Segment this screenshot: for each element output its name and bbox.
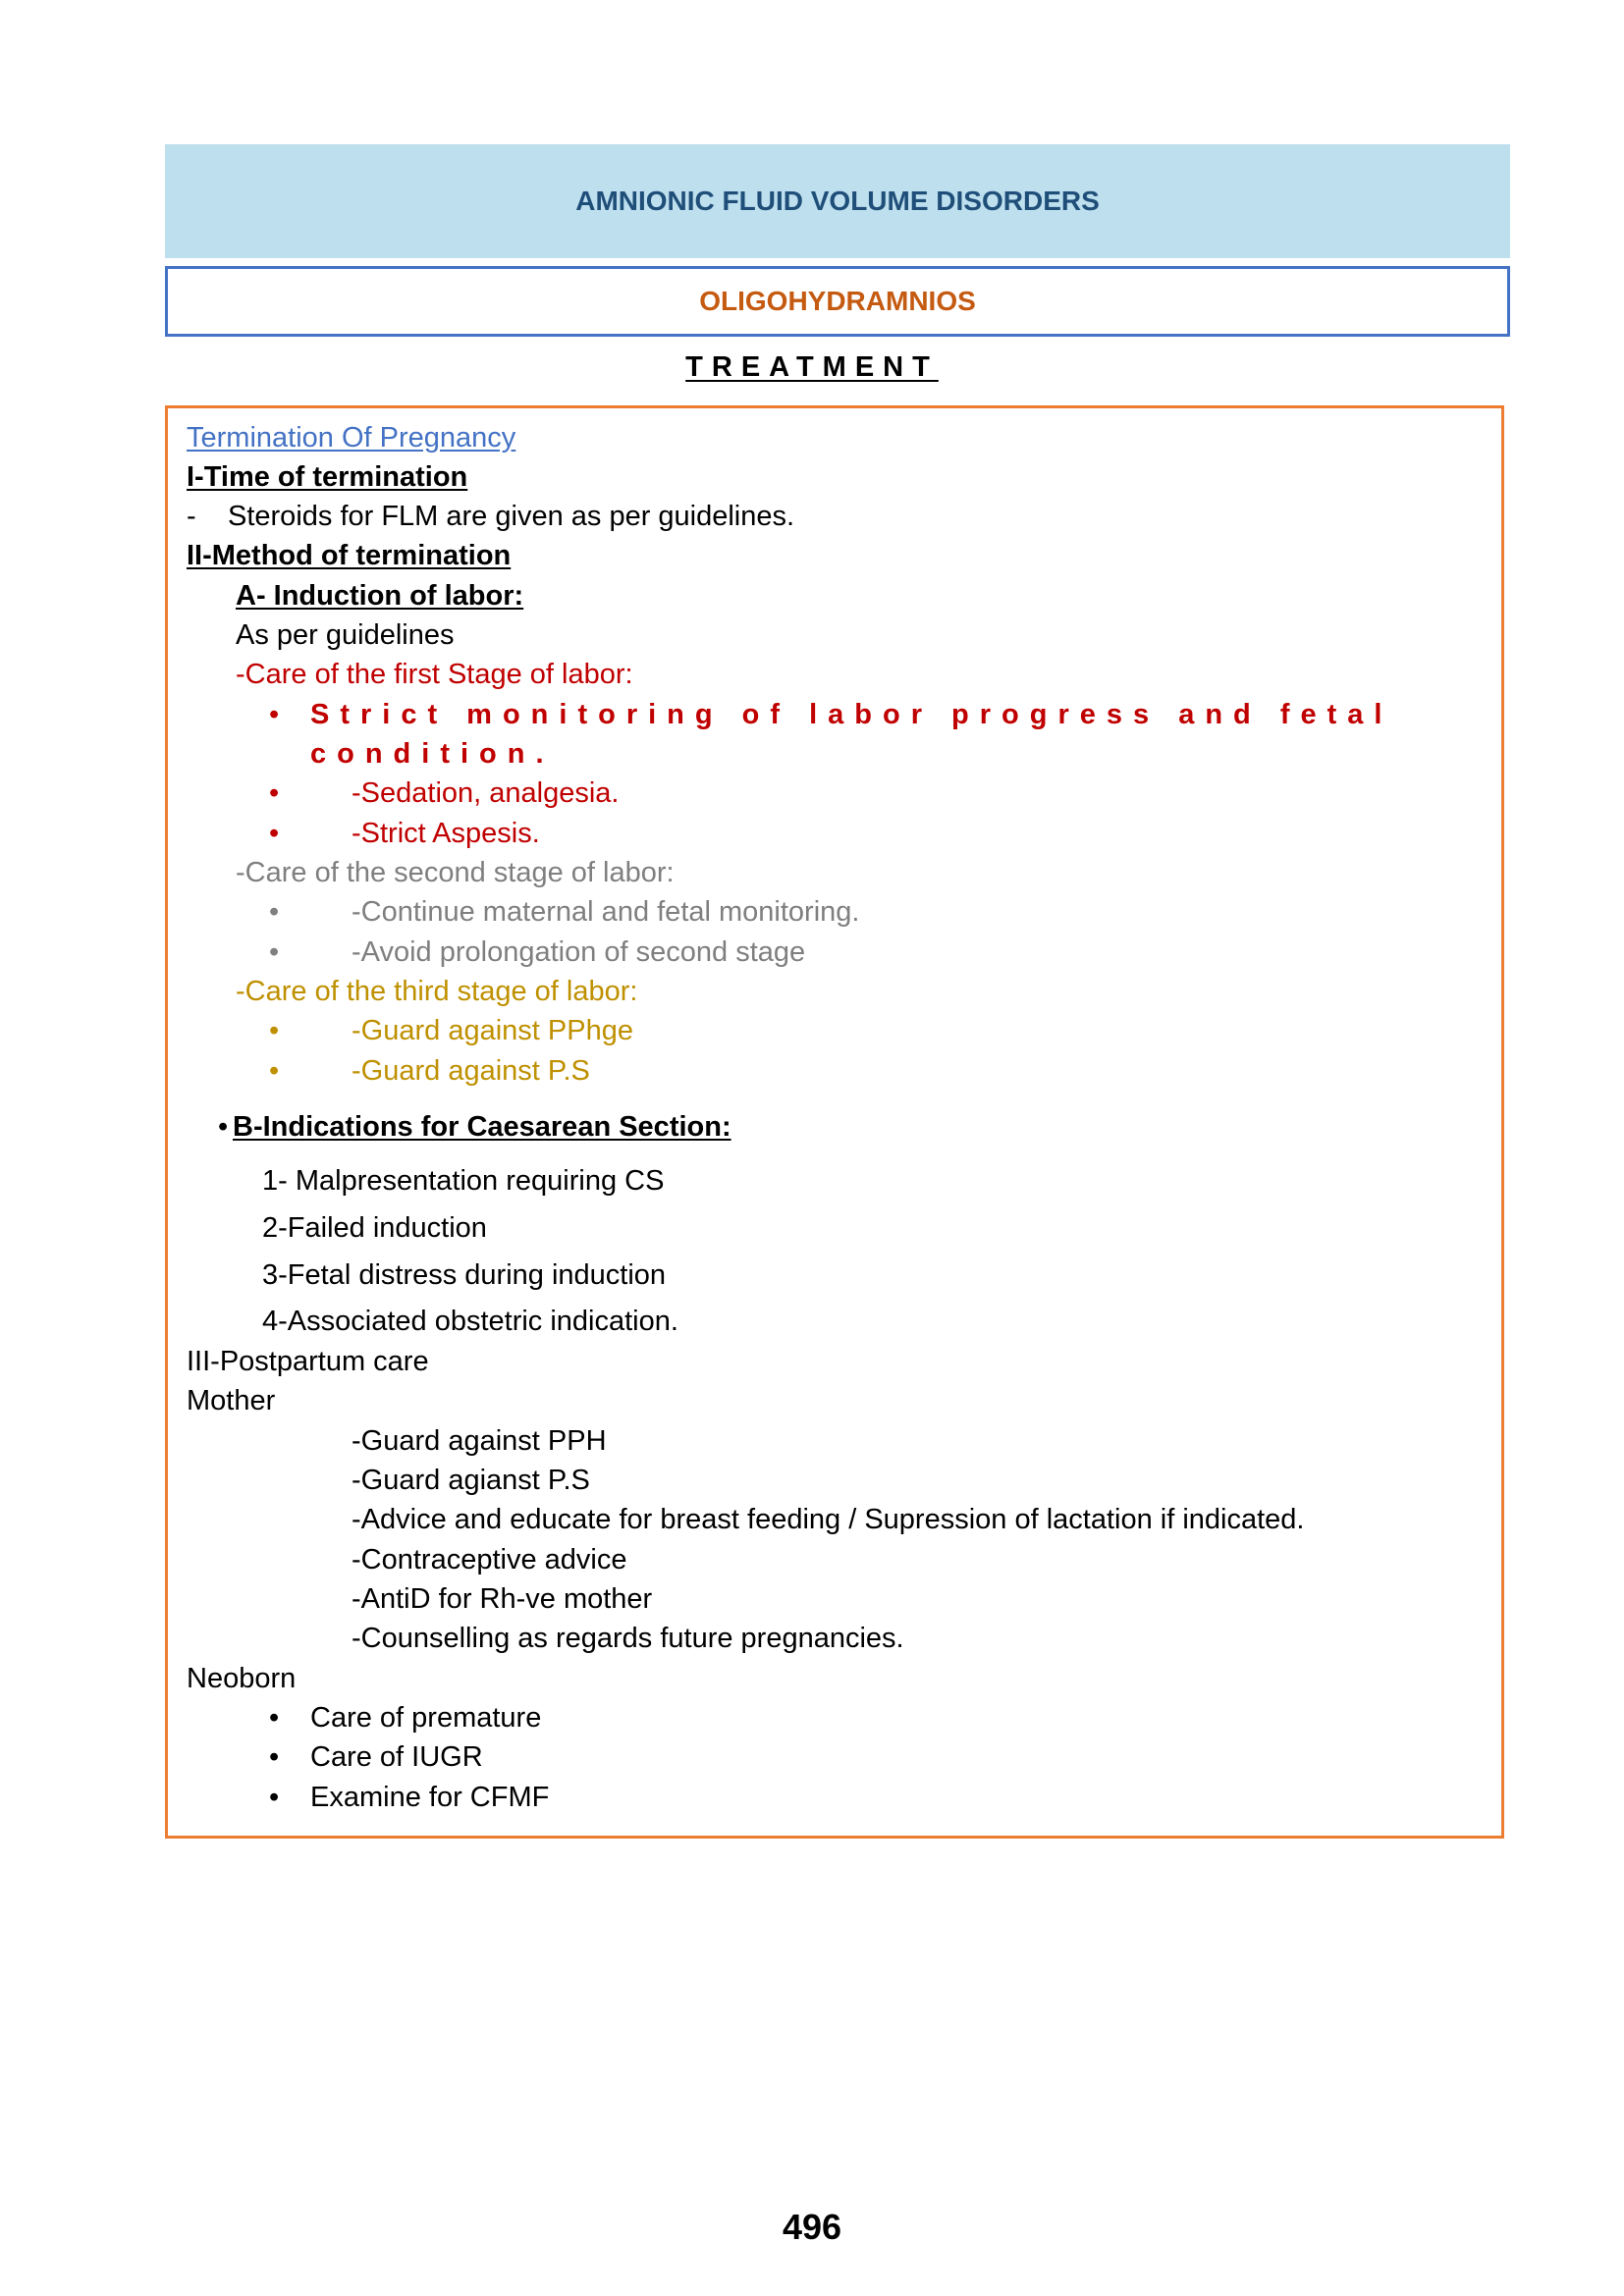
bullet-icon: •	[269, 699, 280, 730]
mother-item: -Guard against PPH	[352, 1425, 607, 1457]
treatment-label: TREATMENT	[685, 351, 939, 383]
newborn-item: Examine for CFMF	[310, 1782, 550, 1813]
bullet-icon: •	[269, 818, 280, 849]
time-dash: -	[187, 501, 196, 532]
bullet-icon: •	[269, 1741, 280, 1773]
second-stage-heading: -Care of the second stage of labor:	[236, 857, 675, 888]
cs-heading: B-Indications for Caesarean Section:	[233, 1111, 731, 1143]
page-number: 496	[782, 2207, 842, 2247]
first-stage-item: condition.	[310, 738, 555, 770]
second-stage-item: -Continue maternal and fetal monitoring.	[352, 896, 860, 928]
time-heading: I-Time of termination	[187, 461, 468, 493]
first-stage-item: -Strict Aspesis.	[352, 818, 540, 849]
method-heading: II-Method of termination	[187, 540, 512, 571]
second-stage-item: -Avoid prolongation of second stage	[352, 936, 806, 968]
bullet-icon: •	[269, 896, 280, 928]
mother-item: -Contraceptive advice	[352, 1544, 627, 1575]
newborn-item: Care of IUGR	[310, 1741, 483, 1773]
time-item: Steroids for FLM are given as per guidelines.	[228, 501, 795, 532]
cs-item: 4-Associated obstetric indication.	[262, 1306, 678, 1337]
induction-heading: A- Induction of labor:	[236, 580, 524, 612]
newborn-item: Care of premature	[310, 1702, 542, 1734]
bullet-icon: •	[269, 777, 280, 809]
page-title: AMNIONIC FLUID VOLUME DISORDERS	[575, 186, 1100, 216]
mother-item: -Guard agianst P.S	[352, 1465, 590, 1496]
cs-item: 2-Failed induction	[262, 1212, 487, 1244]
third-stage-item: -Guard against PPhge	[352, 1015, 633, 1046]
mother-item: -AntiD for Rh-ve mother	[352, 1583, 653, 1615]
bullet-icon: •	[269, 1015, 280, 1046]
newborn-heading: Neoborn	[187, 1663, 297, 1694]
bullet-icon: •	[269, 936, 280, 968]
first-stage-item: -Sedation, analgesia.	[352, 777, 620, 809]
mother-item: -Counselling as regards future pregnancies.	[352, 1623, 904, 1654]
third-stage-item: -Guard against P.S	[352, 1055, 590, 1087]
mother-item: -Advice and educate for breast feeding / Supression of lactation if indicated.	[352, 1504, 1305, 1535]
first-stage-heading: -Care of the first Stage of labor:	[236, 659, 633, 690]
header-bar	[165, 144, 1510, 258]
mother-heading: Mother	[187, 1385, 276, 1416]
cs-item: 1- Malpresentation requiring CS	[262, 1165, 665, 1197]
induction-text: As per guidelines	[236, 619, 455, 651]
third-stage-heading: -Care of the third stage of labor:	[236, 976, 638, 1007]
bullet-icon: •	[269, 1702, 280, 1734]
first-stage-item: Strict monitoring of labor progress and fetal	[310, 699, 1393, 730]
cs-item: 3-Fetal distress during induction	[262, 1259, 667, 1291]
section-subtitle: OLIGOHYDRAMNIOS	[699, 286, 976, 316]
subtitle-box	[165, 266, 1510, 337]
bullet-icon: •	[269, 1782, 280, 1813]
termination-heading[interactable]: Termination Of Pregnancy	[187, 422, 516, 454]
bullet-icon: •	[218, 1111, 229, 1143]
bullet-icon: •	[269, 1055, 280, 1087]
treatment-heading	[0, 351, 1624, 384]
postpartum-heading: III-Postpartum care	[187, 1346, 429, 1377]
